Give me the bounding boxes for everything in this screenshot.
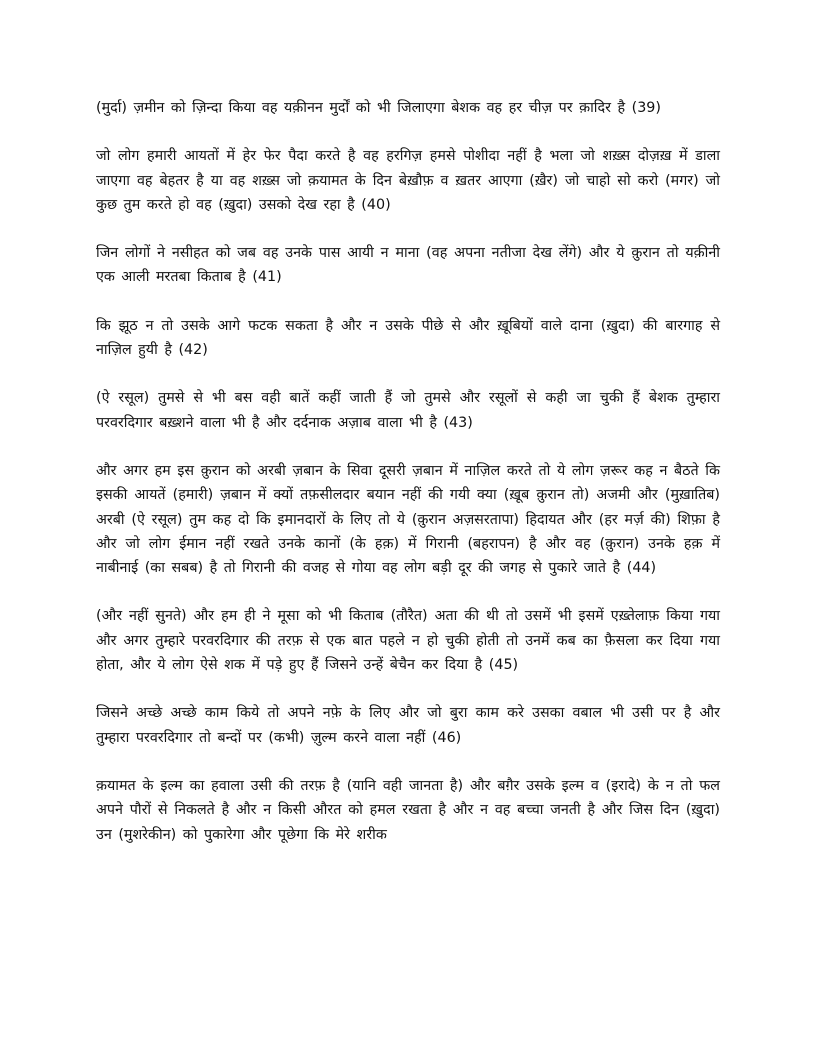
document-page: [96, 96, 720, 871]
verse-paragraph-43: (ऐ रसूल) तुमसे से भी बस वही बातें कहीं जाती हैं जो तुमसे और रसूलों से कही जा चुकी हैं बेशक तुम्हारा परवरदिगार बख़्शने वाला भी है और दर्दनाक अज़ाब वाला भी है (43): [96, 390, 720, 431]
verse-paragraph-42: कि झूठ न तो उसके आगे फटक सकता है और न उसके पीछे से और ख़ूबियों वाले दाना (ख़ुदा) की बारगाह से नाज़िल हुयी है (42): [96, 317, 720, 359]
verse-paragraph-47-partial: क़यामत के इल्म का हवाला उसी की तरफ़ है (यानि वही जानता है) और बग़ैर उसके इल्म व (इरादे) के न तो फल अपने पौरों से निकलते है और न किसी औरत को हमल रखता है और न वह बच्चा जनती है और जिस दिन (ख़ुदा) उन (मुशरेकीन) को पुकारेगा और पूछेगा कि मेरे शरीक: [96, 777, 720, 843]
verse-paragraph-39: (मुर्दा) ज़मीन को ज़िन्दा किया वह यक़ीनन मुर्दों को भी जिलाएगा बेशक वह हर चीज़ पर क़ादिर है (39): [96, 100, 661, 116]
verse-paragraph-41: जिन लोगों ने नसीहत को जब वह उनके पास आयी न माना (वह अपना नतीजा देख लेंगे) और ये क़ुरान तो यक़ीनी एक आली मरतबा किताब है (41): [96, 245, 720, 286]
verse-paragraph-40: जो लोग हमारी आयतों में हेर फेर पैदा करते है वह हरगिज़ हमसे पोशीदा नहीं है भला जो शख़्स दोज़ख़ में डाला जाएगा वह बेहतर है या वह शख़्स जो क़यामत के दिन बेख़ौफ़ व ख़तर आएगा (ख़ैर) जो चाहो सो करो (मगर) जो कुछ तुम करते हो वह (ख़ुदा) उसको देख रहा है (40): [96, 148, 720, 213]
verse-paragraph-46: जिसने अच्छे अच्छे काम किये तो अपने नफ़े के लिए और जो बुरा काम करे उसका वबाल भी उसी पर है और तुम्हारा परवरदिगार तो बन्दों पर (कभी) ज़ुल्म करने वाला नहीं (46): [96, 705, 720, 746]
verse-paragraph-44: और अगर हम इस क़ुरान को अरबी ज़बान के सिवा दूसरी ज़बान में नाज़िल करते तो ये लोग ज़रूर कह न बैठते कि इसकी आयतें (हमारी) ज़बान में क्यों तफ़सीलदार बयान नहीं की गयी क्या (ख़ूब क़ुरान तो) अजमी और (मुख़ातिब) अरबी (ऐ रसूल) तुम कह दो कि इमानदारों के लिए तो ये (क़ुरान अज़सरतापा) हिदायत और (हर मर्ज़ की) शिफ़ा है और जो लोग ईमान नहीं रखते उनके कानों (के हक़) में गिरानी (बहरापन) है और वह (क़ुरान) उनके हक़ में नाबीनाई (का सबब) है तो गिरानी की वजह से गोया वह लोग बड़ी दूर की जगह से पुकारे जाते है (44): [96, 462, 720, 577]
verse-paragraph-45: (और नहीं सुनते) और हम ही ने मूसा को भी किताब (तौरैत) अता की थी तो उसमें भी इसमें एख़्तेलाफ़ किया गया और अगर तुम्हारे परवरदिगार की तरफ़ से एक बात पहले न हो चुकी होती तो उनमें कब का फ़ैसला कर दिया गया होता, और ये लोग ऐसे शक में पड़े हुए हैं जिसने उन्हें बेचैन कर दिया है (45): [96, 608, 720, 674]
